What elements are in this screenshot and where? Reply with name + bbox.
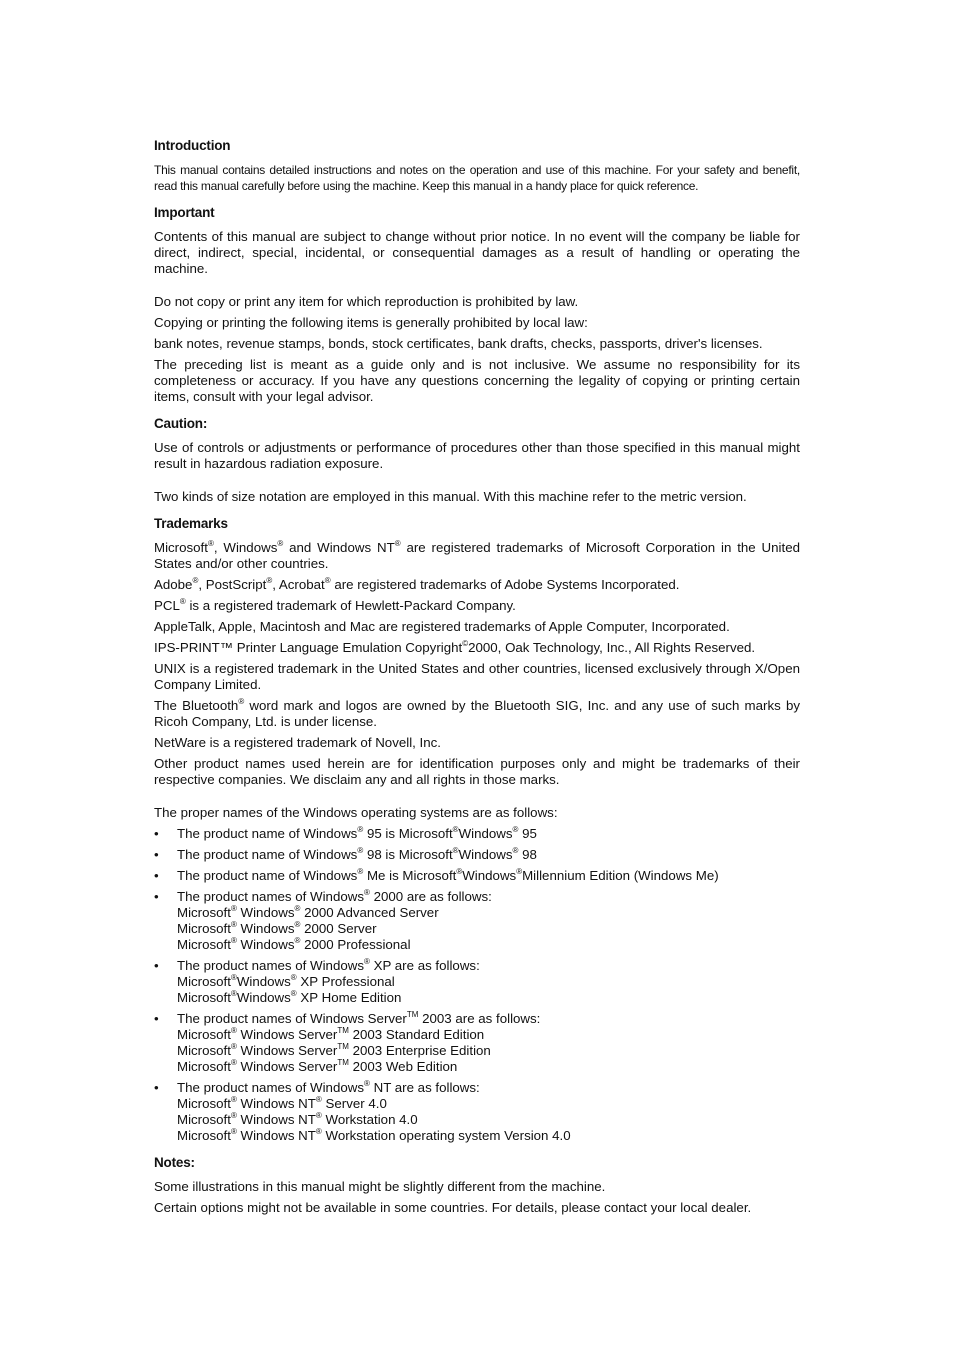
notes-paragraph-2: Certain options might not be available in some countries. For details, please contact your local dealer. <box>154 1200 752 1215</box>
trademark-bluetooth: The Bluetooth® word mark and logos are owned by the Bluetooth SIG, Inc. and any use of such marks by Ricoh Company, Ltd. is under license. <box>154 696 800 729</box>
windows-names-intro: The proper names of the Windows operating systems are as follows: <box>154 805 558 820</box>
trademark-adobe: Adobe®, PostScript®, Acrobat® are registered trademarks of Adobe Systems Incorporated. <box>154 575 680 592</box>
trademark-other: Other product names used herein are for identification purposes only and might be trademarks of their respective companies. We disclaim any and all rights in those marks. <box>154 756 800 787</box>
list-item: • The product name of Windows® 95 is Microsoft®Windows® 95 <box>154 824 537 841</box>
list-item: • The product name of Windows® 98 is Microsoft®Windows® 98 <box>154 845 537 862</box>
trademark-pcl: PCL® is a registered trademark of Hewlett-Packard Company. <box>154 596 516 613</box>
list-item: • The product name of Windows® Me is Microsoft®Windows®Millennium Edition (Windows Me) <box>154 866 719 883</box>
caution-paragraph-1: Use of controls or adjustments or performance of procedures other than those specified in this manual might result in hazardous radiation exposure. <box>154 440 800 471</box>
trademark-unix: UNIX is a registered trademark in the United States and other countries, licensed exclusively through X/Open Company Limited. <box>154 661 800 692</box>
important-paragraph-3: Copying or printing the following items is generally prohibited by local law: <box>154 315 588 330</box>
important-heading: Important <box>154 205 215 220</box>
trademark-netware: NetWare is a registered trademark of Novell, Inc. <box>154 735 441 750</box>
trademark-ips-print: IPS-PRINT™ Printer Language Emulation Copyright©2000, Oak Technology, Inc., All Rights Reserved. <box>154 638 756 655</box>
notes-heading: Notes: <box>154 1155 195 1170</box>
list-item: • The product names of Windows® NT are as follows: Microsoft® Windows NT® Server 4.0 Microsoft® Windows NT® Workstation 4.0 Microsoft® Windows NT® Workstation operating system Version 4.0 <box>154 1078 571 1143</box>
trademark-apple: AppleTalk, Apple, Macintosh and Mac are registered trademarks of Apple Computer, Incorporated. <box>154 619 730 634</box>
introduction-heading: Introduction <box>154 138 231 153</box>
introduction-text: This manual contains detailed instructions and notes on the operation and use of this machine. For your safety and benefit, read this manual carefully before using the machine. Keep this manual in a handy place for quick reference. <box>154 163 800 193</box>
windows-names-list <box>154 826 800 1144</box>
trademark-microsoft: Microsoft®, Windows® and Windows NT® are registered trademarks of Microsoft Corporation in the United States and/or other countries. <box>154 538 800 571</box>
caution-heading: Caution: <box>154 416 208 431</box>
list-item: • The product names of Windows® XP are as follows: Microsoft®Windows® XP Professional Microsoft®Windows® XP Home Edition <box>154 956 480 1005</box>
important-paragraph-1: Contents of this manual are subject to change without prior notice. In no event will the company be liable for direct, indirect, special, incidental, or consequential damages as a result of handling or operating the machine. <box>154 229 800 276</box>
caution-paragraph-2: Two kinds of size notation are employed in this manual. With this machine refer to the metric version. <box>154 489 747 504</box>
list-item: • The product names of Windows® 2000 are as follows: Microsoft® Windows® 2000 Advanced Server Microsoft® Windows® 2000 Server Microsoft® Windows® 2000 Professional <box>154 887 492 952</box>
important-paragraph-2: Do not copy or print any item for which reproduction is prohibited by law. <box>154 294 579 309</box>
trademarks-heading: Trademarks <box>154 516 228 531</box>
important-paragraph-5: The preceding list is meant as a guide only and is not inclusive. We assume no responsibility for its completeness or accuracy. If you have any questions concerning the legality of copying or printing certain items, consult with your legal advisor. <box>154 357 800 404</box>
list-item: • The product names of Windows Server™ 2003 are as follows: Microsoft® Windows Server™ 2003 Standard Edition Microsoft® Windows Server™ 2003 Enterprise Edition Microsoft® Windows Server™ 2003 Web Edition <box>154 1009 541 1074</box>
notes-paragraph-1: Some illustrations in this manual might be slightly different from the machine. <box>154 1179 606 1194</box>
important-paragraph-4: bank notes, revenue stamps, bonds, stock certificates, bank drafts, checks, passports, driver's licenses. <box>154 336 763 351</box>
manual-front-matter <box>154 138 800 1221</box>
